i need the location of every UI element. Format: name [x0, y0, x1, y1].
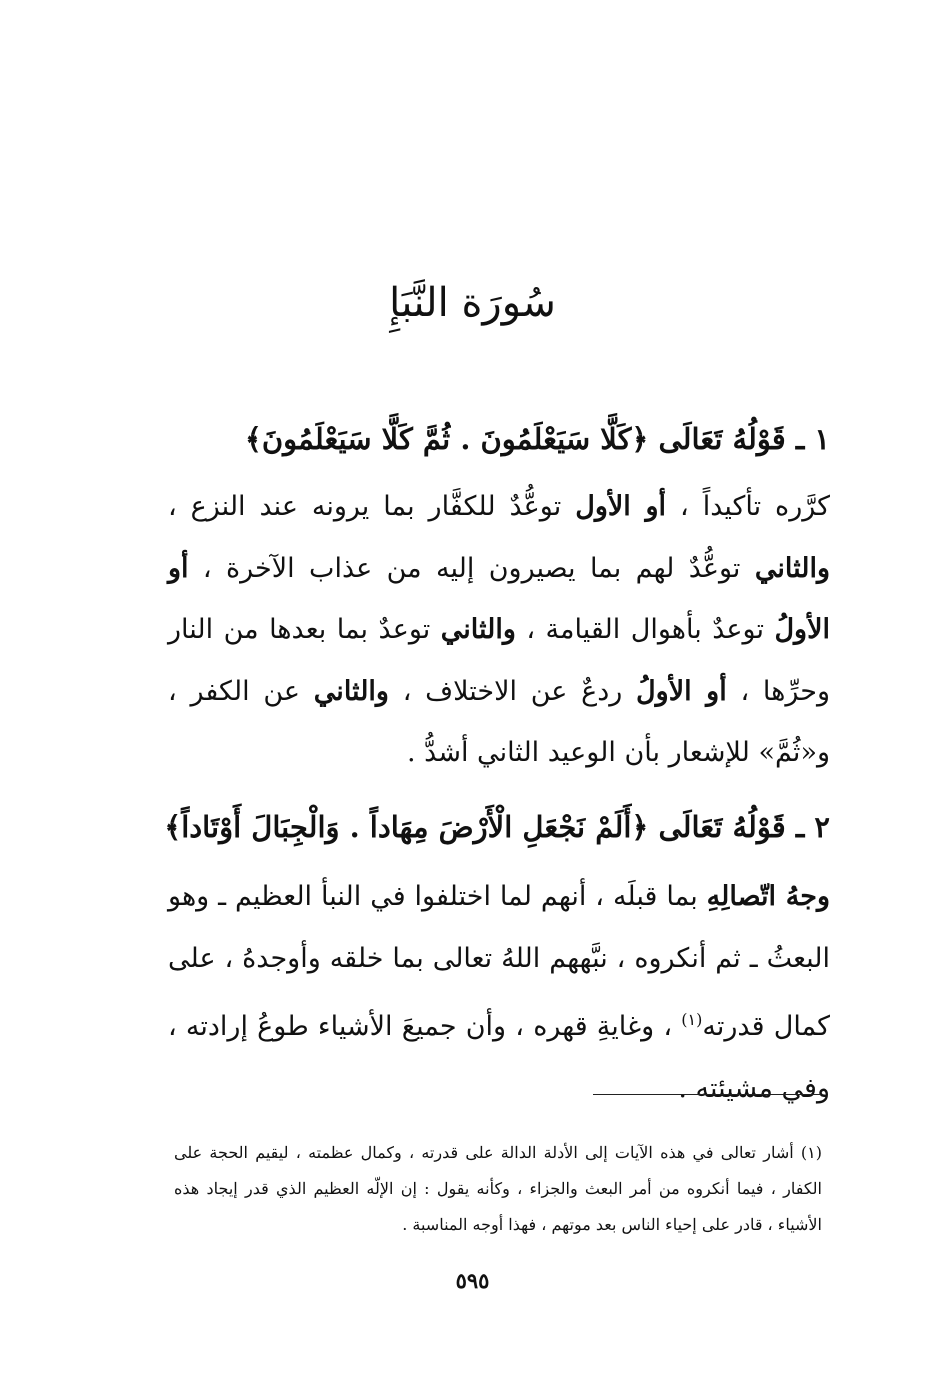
verse-2-section [164, 802, 831, 1119]
commentary-text: ، وغايةِ قهره ، وأن جميعَ الأشياء طوعُ إرادته ، وفي مشيئته . [168, 1011, 830, 1104]
commentary-text: توعدٌ بأهوال القيامة ، [515, 614, 775, 645]
commentary-text: توعُّدٌ للكفَّار بما يرونه عند النزع ، [168, 491, 576, 522]
commentary-bold: والثاني [754, 552, 830, 584]
surah-title: سُورَة النَّبَإِ [389, 280, 556, 326]
commentary-bold: أو الأولُ [636, 675, 727, 707]
commentary-text: عن الكفر ، و«ثُمَّ» للإشعار بأن الوعيد الثاني أشدُّ . [168, 675, 830, 768]
footnote-reference[interactable]: (١) [681, 1010, 703, 1029]
commentary-text: بما قبلَه ، أنهم لما اختلفوا في النبأ العظيم ـ وهو البعثُ ـ ثم أنكروه ، نبَّههم اللهُ تعالى بما خلقه وأوجدهُ ، على كمال قدرته [168, 881, 831, 1042]
commentary-text: كرَّره تأكيداً ، [666, 491, 830, 522]
commentary-bold: وجهُ اتّصالِهِ [706, 881, 831, 912]
verse-1-heading: ١ ـ قَوْلُهُ تَعَالَى ﴿كَلَّا سَيَعْلَمُونَ . ثُمَّ كَلَّا سَيَعْلَمُونَ﴾ [244, 422, 830, 456]
commentary-text: ردعٌ عن الاختلاف ، [388, 675, 637, 707]
commentary-bold: والثاني [313, 675, 389, 707]
commentary-bold: أو الأول [575, 491, 667, 522]
commentary-bold: والثاني [440, 614, 516, 645]
verse-1-commentary [168, 476, 830, 784]
commentary-bold: أو الأولُ [168, 552, 830, 645]
commentary-text: توعُّدٌ لهم بما يصيرون إليه من عذاب الآخرة ، [188, 552, 755, 584]
verse-2-commentary [168, 866, 830, 1119]
verse-2-heading: ٢ ـ قَوْلُهُ تَعَالَى ﴿أَلَمْ نَجْعَلِ الْأَرْضَ مِهَاداً . وَالْجِبَالَ أَوْتَاداً﴾ [164, 810, 830, 844]
footnote: (١) أشار تعالى في هذه الآيات إلى الأدلة الدالة على قدرته ، وكمال عظمته ، ليقيم الحجة على الكفار ، فيما أنكروه من أمر البعث والجزاء ، وكأنه يقول : إن الإلّه العظيم الذي قدر إيجاد هذه الأشياء ، قادر على إحياء الناس بعد موتهم ، فهذا أوجه المناسبة . [174, 1143, 822, 1234]
footnote-divider [593, 1094, 821, 1095]
page-number: ٥٩٥ [455, 1268, 490, 1293]
commentary-text: توعدٌ بما بعدها من النار وحرِّها ، [168, 614, 830, 707]
verse-1-section [168, 414, 830, 784]
